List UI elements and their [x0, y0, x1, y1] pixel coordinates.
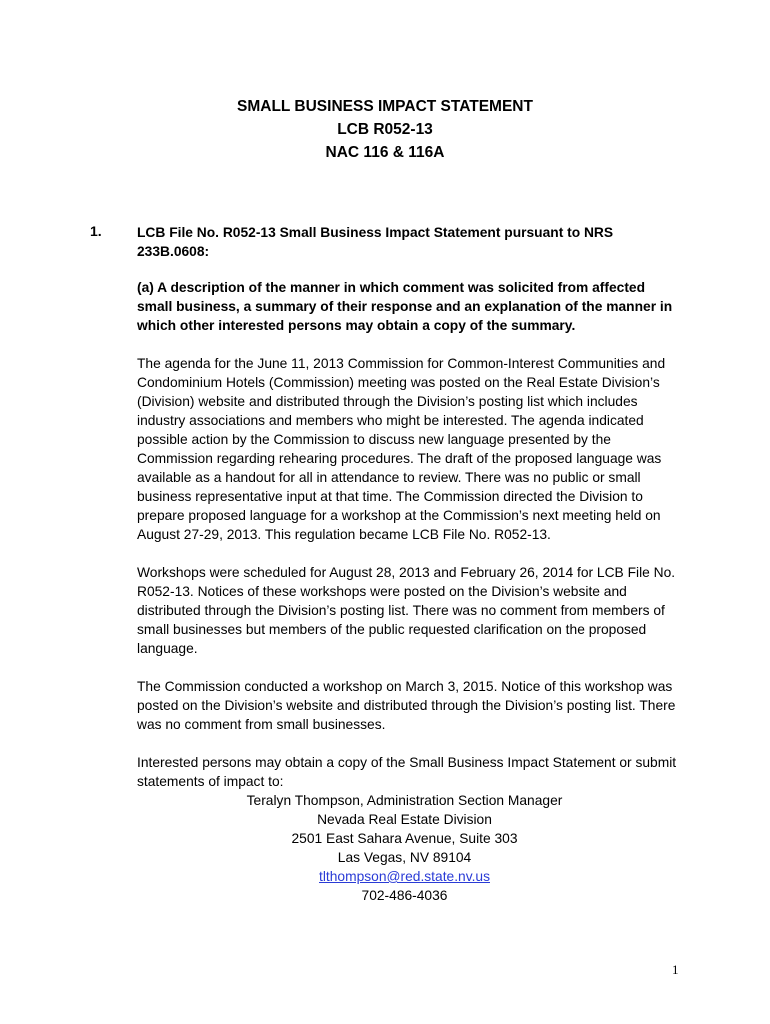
title-block: [0, 95, 770, 164]
document-id: LCB R052-13: [337, 121, 433, 138]
contact-address-line1: 2501 East Sahara Avenue, Suite 303: [291, 831, 518, 846]
item-content: [137, 223, 682, 905]
paragraph-agenda: The agenda for the June 11, 2013 Commission for Common-Interest Communities and Condominium Hotels (Commission) meeting was posted on the Real Estate Division’s (Division) website and distributed through the Division’s posting list which includes industry associations and members who might be interested. The agenda indicated possible action by the Commission to discuss new language presented by the Commission regarding rehearing procedures. The draft of the proposed language was available as a handout for all in attendance to review. There was no public or small business representative input at that time. The Commission directed the Division to prepare proposed language for a workshop at the Commission’s next meeting held on August 27-29, 2013. This regulation became LCB File No. R052-13.: [137, 356, 666, 542]
page-number: 1: [672, 962, 679, 977]
contact-name: Teralyn Thompson, Administration Section Manager: [246, 793, 563, 808]
contact-address-line2: Las Vegas, NV 89104: [337, 850, 472, 865]
item-subheading: (a) A description of the manner in which comment was solicited from affected small business, a summary of their response and an explanation of the manner in which other interested persons may obtain a copy of the summary.: [137, 280, 673, 333]
paragraph-interested-persons: Interested persons may obtain a copy of the Small Business Impact Statement or submit statements of impact to:: [137, 755, 677, 789]
document-nac: NAC 116 & 116A: [325, 144, 445, 161]
item-number: 1.: [90, 223, 102, 239]
contact-org: Nevada Real Estate Division: [317, 812, 492, 827]
contact-block: [127, 791, 682, 905]
paragraph-march-workshop: The Commission conducted a workshop on March 3, 2015. Notice of this workshop was posted on the Division’s website and distributed through the Division’s posting list. There was no comment from small businesses.: [137, 679, 676, 732]
item-heading: LCB File No. R052-13 Small Business Impact Statement pursuant to NRS 233B.0608:: [137, 225, 614, 259]
contact-email-link[interactable]: tlthompson@red.state.nv.us: [319, 869, 490, 884]
contact-phone: 702-486-4036: [361, 888, 448, 903]
paragraph-workshops: Workshops were scheduled for August 28, 2013 and February 26, 2014 for LCB File No. R052-13. Notices of these workshops were posted on the Division’s website and distributed through the Division’s posting list. There was no comment from members of small businesses but members of the public requested clarification on the proposed language.: [137, 565, 676, 656]
document-title: SMALL BUSINESS IMPACT STATEMENT: [237, 98, 533, 115]
